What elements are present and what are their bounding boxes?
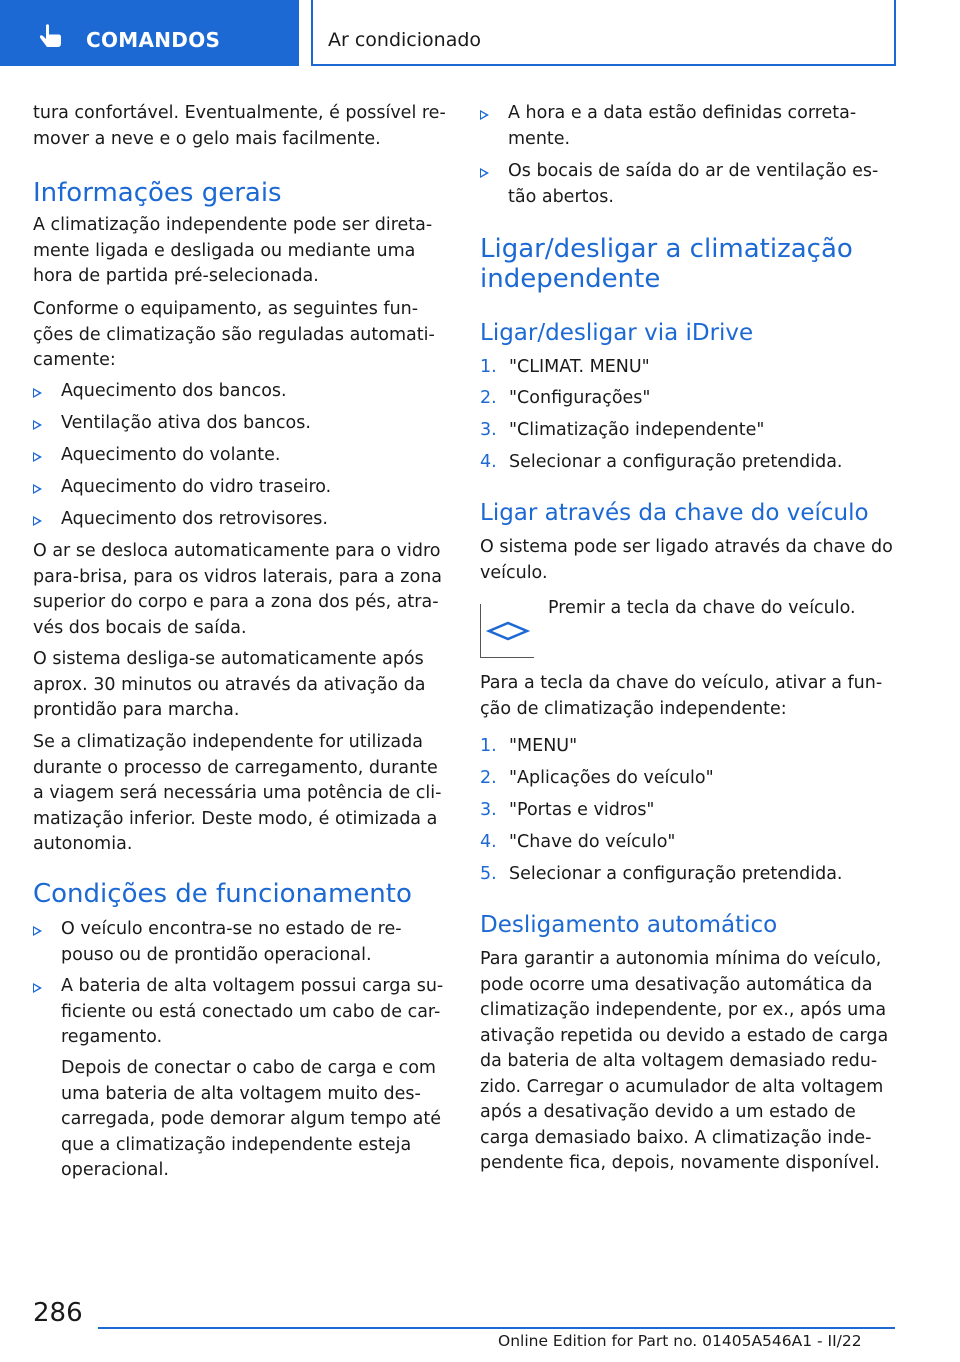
page-number: 286 (33, 1298, 83, 1328)
charging-paragraph: Se a climatização independente for utilizada durante o processo de carregamento, durante a viagem será necessária uma potência de cli- matização inferior. Deste modo, é otimizada a autonomia. (33, 732, 442, 854)
key-press-text: Premir a tecla da chave do veículo. (548, 598, 856, 618)
conditions-heading: Condições de funcionamento (33, 879, 412, 909)
intro-paragraph: tura confortável. Eventualmente, é possível re- mover a neve e o gelo mais facilmente. (33, 103, 446, 149)
list-item: 3. "Portas e vidros" (480, 800, 655, 820)
list-item: Aquecimento do volante. (33, 443, 446, 469)
list-item: 1. "CLIMAT. MENU" (480, 357, 650, 377)
general-paragraph-2: Conforme o equipamento, as seguintes fun- ções de climatização são reguladas automati- camente: (33, 299, 435, 370)
list-item: Aquecimento do vidro traseiro. (33, 475, 446, 501)
bullet-arrow-icon (33, 484, 42, 494)
bullet-arrow-icon (33, 452, 42, 462)
bullet-arrow-icon (480, 110, 489, 120)
chapter-header (311, 0, 896, 66)
onoff-heading: Ligar/desligar a climatização independente (480, 234, 853, 294)
list-item: 3. "Climatização independente" (480, 420, 765, 440)
list-item: Aquecimento dos bancos. (33, 379, 446, 405)
list-item: Ventilação ativa dos bancos. (33, 411, 446, 437)
key-heading: Ligar através da chave do veículo (480, 500, 869, 526)
bullet-arrow-icon (33, 420, 42, 430)
auto-shutdown-paragraph: Para garantir a autonomia mínima do veículo, pode ocorre uma desativação automática da climatização independente, por ex., após uma ativação repetida ou devido a estado de carga da bateria de alta voltagem demasiado redu- zido. Carregar o acumulador de alta voltagem após a desativação devido a um estado de carga demasiado baixo. A climatização inde- pendente fica, depois, novamente disponível. (480, 949, 889, 1173)
list-item: 4. Selecionar a configuração pretendida. (480, 452, 843, 472)
list-item: Aquecimento dos retrovisores. (33, 507, 446, 533)
list-item: Os bocais de saída do ar de ventilação es- tão abertos. (480, 159, 900, 210)
footer-divider (98, 1327, 895, 1329)
key-paragraph-2: Para a tecla da chave do veículo, ativar a fun- ção de climatização independente: (480, 673, 883, 719)
section-tab (0, 0, 299, 66)
general-paragraph-1: A climatização independente pode ser direta- mente ligada e desligada ou mediante uma hora de partida pré-selecionada. (33, 215, 433, 286)
key-paragraph: O sistema pode ser ligado através da chave do veículo. (480, 537, 893, 583)
list-item: 1. "MENU" (480, 736, 578, 756)
bullet-arrow-icon (33, 388, 42, 398)
bullet-arrow-icon (33, 983, 42, 993)
list-item: 4. "Chave do veículo" (480, 832, 676, 852)
edition-text: Online Edition for Part no. 01405A546A1 - II/22 (498, 1332, 862, 1350)
diamond-key-button-icon (480, 604, 534, 658)
list-item: 5. Selecionar a configuração pretendida. (480, 864, 843, 884)
general-heading: Informações gerais (33, 178, 282, 208)
air-paragraph: O ar se desloca automaticamente para o vidro para-brisa, para os vidros laterais, para a zona superior do corpo e para a zona dos pés, atra- vés dos bocais de saída. (33, 541, 442, 638)
bullet-arrow-icon (33, 516, 42, 526)
chapter-title: Ar condicionado (328, 29, 482, 51)
auto-off-paragraph: O sistema desliga-se automaticamente após aprox. 30 minutos ou através da ativação da prontidão para marcha. (33, 649, 426, 720)
list-item: 2. "Aplicações do veículo" (480, 768, 714, 788)
list-item: A bateria de alta voltagem possui carga su- ficiente ou está conectado um cabo de car- regamento. (33, 974, 446, 1051)
section-label: COMANDOS (86, 28, 221, 52)
auto-shutdown-heading: Desligamento automático (480, 912, 778, 938)
hand-pointer-icon (36, 22, 66, 52)
list-item: A hora e a data estão definidas correta- mente. (480, 101, 900, 152)
conditions-note: Depois de conectar o cabo de carga e com uma bateria de alta voltagem muito des- carregada, pode demorar algum tempo até que a climatização independente esteja operacional. (61, 1058, 441, 1180)
bullet-arrow-icon (480, 168, 489, 178)
list-item: 2. "Configurações" (480, 388, 651, 408)
list-item: O veículo encontra-se no estado de re- pouso ou de prontidão operacional. (33, 917, 446, 968)
idrive-heading: Ligar/desligar via iDrive (480, 320, 754, 346)
bullet-arrow-icon (33, 926, 42, 936)
